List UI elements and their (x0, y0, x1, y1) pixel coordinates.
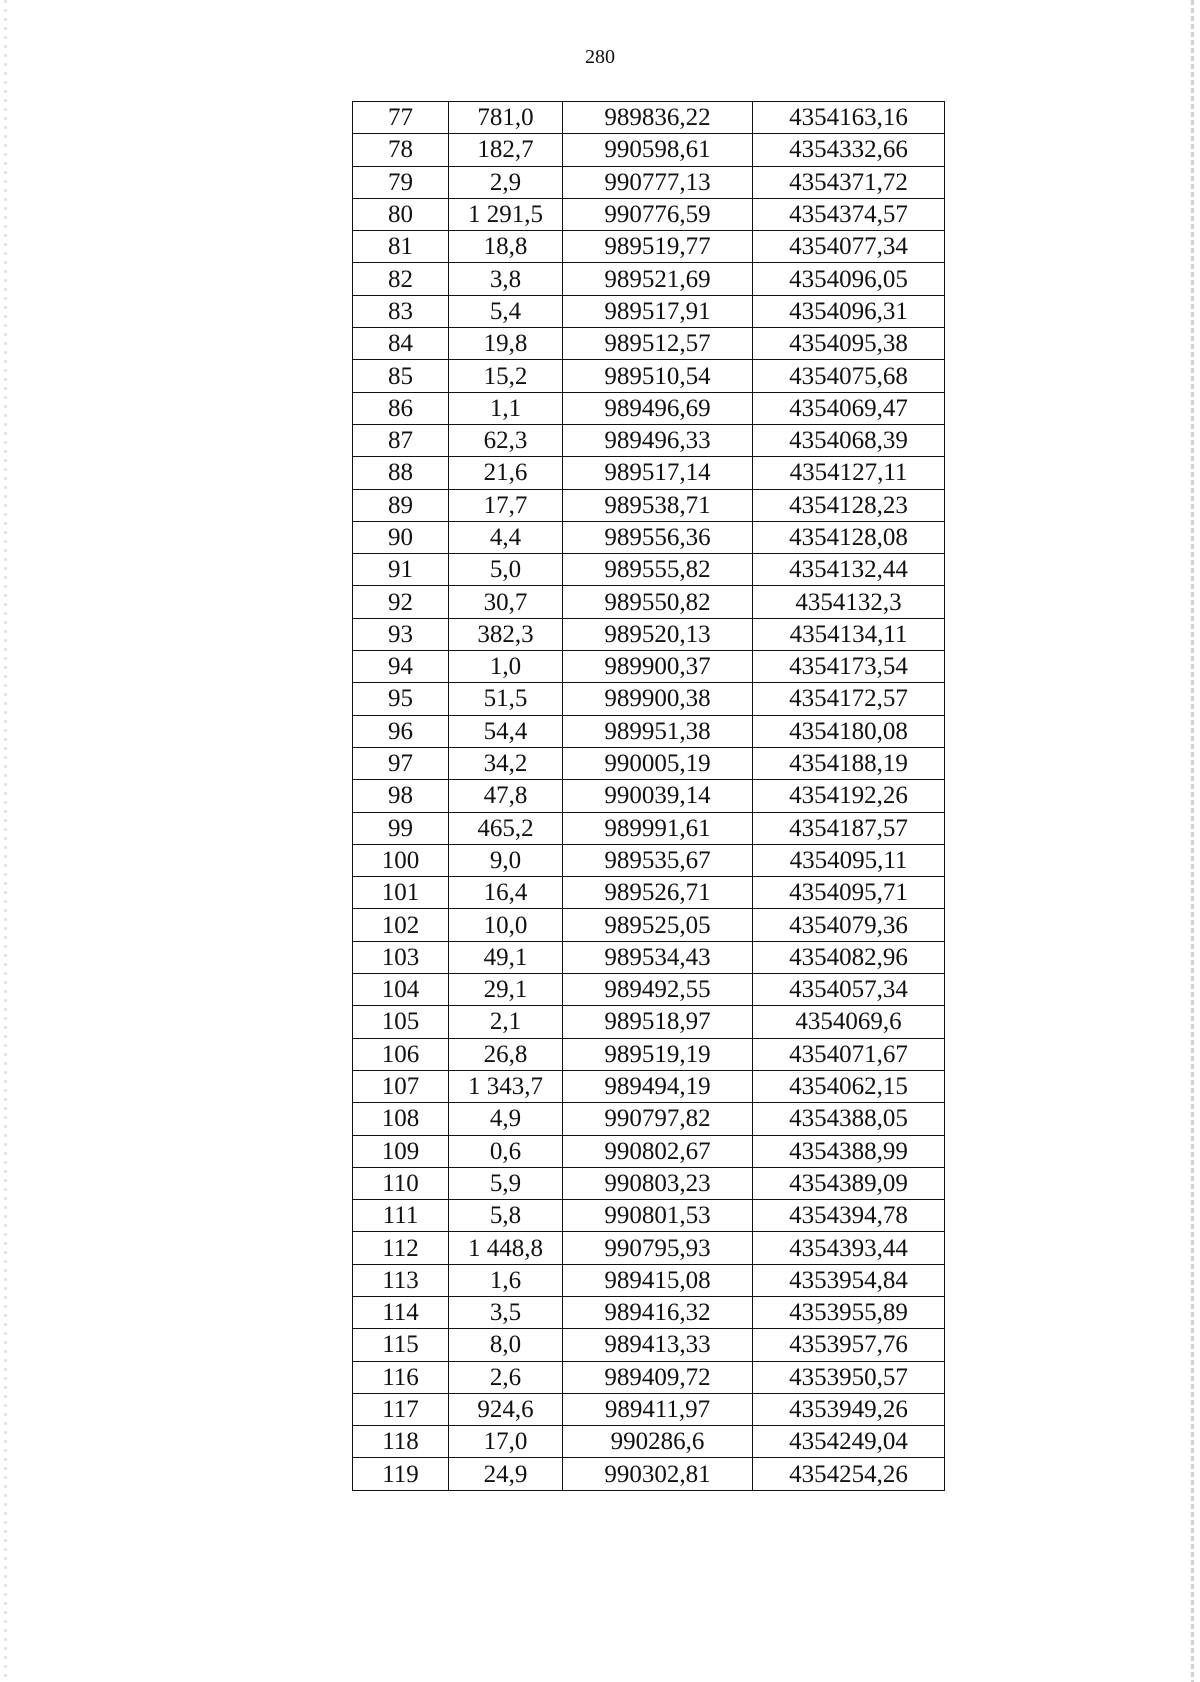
x-coordinate-cell: 989550,82 (563, 586, 753, 618)
length-cell: 34,2 (449, 747, 563, 779)
y-coordinate-cell: 4354249,04 (753, 1426, 945, 1458)
x-coordinate-cell: 989415,08 (563, 1264, 753, 1296)
table-row (353, 1329, 945, 1361)
y-coordinate-cell: 4354172,57 (753, 683, 945, 715)
point-number-cell: 105 (353, 1006, 449, 1038)
table-row (353, 1006, 945, 1038)
table-row (353, 1232, 945, 1264)
point-number-cell: 88 (353, 457, 449, 489)
length-cell: 1,1 (449, 392, 563, 424)
y-coordinate-cell: 4354077,34 (753, 231, 945, 263)
length-cell: 4,9 (449, 1103, 563, 1135)
table-row (353, 554, 945, 586)
y-coordinate-cell: 4354134,11 (753, 618, 945, 650)
point-number-cell: 86 (353, 392, 449, 424)
length-cell: 19,8 (449, 328, 563, 360)
point-number-cell: 110 (353, 1167, 449, 1199)
length-cell: 24,9 (449, 1458, 563, 1490)
table-row (353, 683, 945, 715)
table-row (353, 618, 945, 650)
y-coordinate-cell: 4354188,19 (753, 747, 945, 779)
point-number-cell: 91 (353, 554, 449, 586)
y-coordinate-cell: 4354132,3 (753, 586, 945, 618)
y-coordinate-cell: 4354079,36 (753, 909, 945, 941)
point-number-cell: 84 (353, 328, 449, 360)
table-row (353, 134, 945, 166)
table-row (353, 812, 945, 844)
table-row (353, 231, 945, 263)
table-row (353, 1296, 945, 1328)
length-cell: 781,0 (449, 102, 563, 134)
length-cell: 5,9 (449, 1167, 563, 1199)
length-cell: 5,8 (449, 1200, 563, 1232)
length-cell: 3,5 (449, 1296, 563, 1328)
point-number-cell: 99 (353, 812, 449, 844)
point-number-cell: 116 (353, 1361, 449, 1393)
y-coordinate-cell: 4354096,05 (753, 263, 945, 295)
length-cell: 62,3 (449, 424, 563, 456)
x-coordinate-cell: 990302,81 (563, 1458, 753, 1490)
y-coordinate-cell: 4354393,44 (753, 1232, 945, 1264)
point-number-cell: 97 (353, 747, 449, 779)
x-coordinate-cell: 989517,14 (563, 457, 753, 489)
point-number-cell: 79 (353, 166, 449, 198)
x-coordinate-cell: 989900,38 (563, 683, 753, 715)
x-coordinate-cell: 990039,14 (563, 780, 753, 812)
x-coordinate-cell: 989416,32 (563, 1296, 753, 1328)
y-coordinate-cell: 4354128,08 (753, 521, 945, 553)
x-coordinate-cell: 989836,22 (563, 102, 753, 134)
y-coordinate-cell: 4353955,89 (753, 1296, 945, 1328)
table-row (353, 1426, 945, 1458)
length-cell: 16,4 (449, 877, 563, 909)
scan-edge-right (1191, 0, 1194, 1682)
table-row (353, 1361, 945, 1393)
y-coordinate-cell: 4354132,44 (753, 554, 945, 586)
table-row (353, 424, 945, 456)
table-row (353, 1135, 945, 1167)
length-cell: 1 448,8 (449, 1232, 563, 1264)
x-coordinate-cell: 989521,69 (563, 263, 753, 295)
table-row (353, 747, 945, 779)
x-coordinate-cell: 989519,19 (563, 1038, 753, 1070)
y-coordinate-cell: 4354082,96 (753, 941, 945, 973)
table-row (353, 328, 945, 360)
table-row (353, 780, 945, 812)
x-coordinate-cell: 989496,33 (563, 424, 753, 456)
length-cell: 17,0 (449, 1426, 563, 1458)
x-coordinate-cell: 990776,59 (563, 198, 753, 230)
point-number-cell: 100 (353, 844, 449, 876)
table-row (353, 844, 945, 876)
length-cell: 1 291,5 (449, 198, 563, 230)
length-cell: 21,6 (449, 457, 563, 489)
x-coordinate-cell: 989520,13 (563, 618, 753, 650)
point-number-cell: 102 (353, 909, 449, 941)
table-row (353, 489, 945, 521)
scan-edge-left (4, 0, 7, 1682)
point-number-cell: 108 (353, 1103, 449, 1135)
y-coordinate-cell: 4354173,54 (753, 651, 945, 683)
y-coordinate-cell: 4354389,09 (753, 1167, 945, 1199)
point-number-cell: 77 (353, 102, 449, 134)
point-number-cell: 85 (353, 360, 449, 392)
table-row (353, 1200, 945, 1232)
x-coordinate-cell: 989900,37 (563, 651, 753, 683)
x-coordinate-cell: 989556,36 (563, 521, 753, 553)
x-coordinate-cell: 989496,69 (563, 392, 753, 424)
length-cell: 8,0 (449, 1329, 563, 1361)
point-number-cell: 93 (353, 618, 449, 650)
point-number-cell: 103 (353, 941, 449, 973)
length-cell: 17,7 (449, 489, 563, 521)
y-coordinate-cell: 4353954,84 (753, 1264, 945, 1296)
point-number-cell: 101 (353, 877, 449, 909)
y-coordinate-cell: 4353949,26 (753, 1393, 945, 1425)
y-coordinate-cell: 4354057,34 (753, 974, 945, 1006)
length-cell: 18,8 (449, 231, 563, 263)
y-coordinate-cell: 4354187,57 (753, 812, 945, 844)
y-coordinate-cell: 4354254,26 (753, 1458, 945, 1490)
length-cell: 0,6 (449, 1135, 563, 1167)
point-number-cell: 113 (353, 1264, 449, 1296)
table-row (353, 1167, 945, 1199)
length-cell: 29,1 (449, 974, 563, 1006)
length-cell: 4,4 (449, 521, 563, 553)
length-cell: 2,6 (449, 1361, 563, 1393)
x-coordinate-cell: 990795,93 (563, 1232, 753, 1264)
y-coordinate-cell: 4354095,71 (753, 877, 945, 909)
y-coordinate-cell: 4354095,38 (753, 328, 945, 360)
table-row (353, 941, 945, 973)
y-coordinate-cell: 4354075,68 (753, 360, 945, 392)
length-cell: 1,0 (449, 651, 563, 683)
table-row (353, 521, 945, 553)
point-number-cell: 98 (353, 780, 449, 812)
table-row (353, 586, 945, 618)
point-number-cell: 106 (353, 1038, 449, 1070)
x-coordinate-cell: 989991,61 (563, 812, 753, 844)
length-cell: 26,8 (449, 1038, 563, 1070)
x-coordinate-cell: 990598,61 (563, 134, 753, 166)
y-coordinate-cell: 4354388,05 (753, 1103, 945, 1135)
table-row (353, 1070, 945, 1102)
coordinates-table (352, 101, 945, 1491)
y-coordinate-cell: 4353950,57 (753, 1361, 945, 1393)
point-number-cell: 90 (353, 521, 449, 553)
length-cell: 1 343,7 (449, 1070, 563, 1102)
table-row (353, 360, 945, 392)
length-cell: 182,7 (449, 134, 563, 166)
table-row (353, 295, 945, 327)
point-number-cell: 117 (353, 1393, 449, 1425)
y-coordinate-cell: 4354069,6 (753, 1006, 945, 1038)
x-coordinate-cell: 989525,05 (563, 909, 753, 941)
length-cell: 9,0 (449, 844, 563, 876)
length-cell: 10,0 (449, 909, 563, 941)
table-row (353, 392, 945, 424)
point-number-cell: 82 (353, 263, 449, 295)
y-coordinate-cell: 4354180,08 (753, 715, 945, 747)
point-number-cell: 118 (353, 1426, 449, 1458)
point-number-cell: 83 (353, 295, 449, 327)
x-coordinate-cell: 989535,67 (563, 844, 753, 876)
length-cell: 49,1 (449, 941, 563, 973)
table-row (353, 974, 945, 1006)
x-coordinate-cell: 989526,71 (563, 877, 753, 909)
length-cell: 5,0 (449, 554, 563, 586)
point-number-cell: 80 (353, 198, 449, 230)
x-coordinate-cell: 989494,19 (563, 1070, 753, 1102)
length-cell: 5,4 (449, 295, 563, 327)
point-number-cell: 92 (353, 586, 449, 618)
length-cell: 47,8 (449, 780, 563, 812)
table-row (353, 909, 945, 941)
y-coordinate-cell: 4354163,16 (753, 102, 945, 134)
x-coordinate-cell: 990801,53 (563, 1200, 753, 1232)
x-coordinate-cell: 989517,91 (563, 295, 753, 327)
y-coordinate-cell: 4354332,66 (753, 134, 945, 166)
x-coordinate-cell: 989411,97 (563, 1393, 753, 1425)
point-number-cell: 115 (353, 1329, 449, 1361)
y-coordinate-cell: 4353957,76 (753, 1329, 945, 1361)
length-cell: 30,7 (449, 586, 563, 618)
x-coordinate-cell: 989534,43 (563, 941, 753, 973)
table-row (353, 457, 945, 489)
point-number-cell: 119 (353, 1458, 449, 1490)
point-number-cell: 81 (353, 231, 449, 263)
y-coordinate-cell: 4354071,67 (753, 1038, 945, 1070)
y-coordinate-cell: 4354068,39 (753, 424, 945, 456)
point-number-cell: 94 (353, 651, 449, 683)
y-coordinate-cell: 4354069,47 (753, 392, 945, 424)
length-cell: 382,3 (449, 618, 563, 650)
length-cell: 51,5 (449, 683, 563, 715)
point-number-cell: 109 (353, 1135, 449, 1167)
table-row (353, 1393, 945, 1425)
point-number-cell: 111 (353, 1200, 449, 1232)
length-cell: 2,9 (449, 166, 563, 198)
point-number-cell: 114 (353, 1296, 449, 1328)
y-coordinate-cell: 4354095,11 (753, 844, 945, 876)
y-coordinate-cell: 4354127,11 (753, 457, 945, 489)
table-row (353, 166, 945, 198)
page-number: 280 (585, 46, 615, 68)
x-coordinate-cell: 989413,33 (563, 1329, 753, 1361)
x-coordinate-cell: 989409,72 (563, 1361, 753, 1393)
y-coordinate-cell: 4354394,78 (753, 1200, 945, 1232)
y-coordinate-cell: 4354192,26 (753, 780, 945, 812)
x-coordinate-cell: 989492,55 (563, 974, 753, 1006)
length-cell: 3,8 (449, 263, 563, 295)
point-number-cell: 107 (353, 1070, 449, 1102)
table-row (353, 877, 945, 909)
y-coordinate-cell: 4354096,31 (753, 295, 945, 327)
x-coordinate-cell: 990803,23 (563, 1167, 753, 1199)
point-number-cell: 104 (353, 974, 449, 1006)
x-coordinate-cell: 989538,71 (563, 489, 753, 521)
table-row (353, 651, 945, 683)
table-row (353, 263, 945, 295)
x-coordinate-cell: 989512,57 (563, 328, 753, 360)
point-number-cell: 78 (353, 134, 449, 166)
length-cell: 2,1 (449, 1006, 563, 1038)
table-row (353, 1103, 945, 1135)
table-row (353, 102, 945, 134)
x-coordinate-cell: 990802,67 (563, 1135, 753, 1167)
point-number-cell: 112 (353, 1232, 449, 1264)
point-number-cell: 96 (353, 715, 449, 747)
x-coordinate-cell: 990777,13 (563, 166, 753, 198)
y-coordinate-cell: 4354371,72 (753, 166, 945, 198)
x-coordinate-cell: 989510,54 (563, 360, 753, 392)
x-coordinate-cell: 989519,77 (563, 231, 753, 263)
y-coordinate-cell: 4354374,57 (753, 198, 945, 230)
x-coordinate-cell: 989951,38 (563, 715, 753, 747)
point-number-cell: 87 (353, 424, 449, 456)
x-coordinate-cell: 989518,97 (563, 1006, 753, 1038)
length-cell: 465,2 (449, 812, 563, 844)
coordinates-table-body (353, 102, 945, 1491)
x-coordinate-cell: 990286,6 (563, 1426, 753, 1458)
length-cell: 15,2 (449, 360, 563, 392)
x-coordinate-cell: 989555,82 (563, 554, 753, 586)
table-row (353, 1458, 945, 1490)
length-cell: 54,4 (449, 715, 563, 747)
x-coordinate-cell: 990005,19 (563, 747, 753, 779)
y-coordinate-cell: 4354388,99 (753, 1135, 945, 1167)
y-coordinate-cell: 4354062,15 (753, 1070, 945, 1102)
x-coordinate-cell: 990797,82 (563, 1103, 753, 1135)
table-row (353, 1038, 945, 1070)
y-coordinate-cell: 4354128,23 (753, 489, 945, 521)
table-row (353, 715, 945, 747)
length-cell: 924,6 (449, 1393, 563, 1425)
table-row (353, 198, 945, 230)
point-number-cell: 95 (353, 683, 449, 715)
point-number-cell: 89 (353, 489, 449, 521)
table-row (353, 1264, 945, 1296)
length-cell: 1,6 (449, 1264, 563, 1296)
